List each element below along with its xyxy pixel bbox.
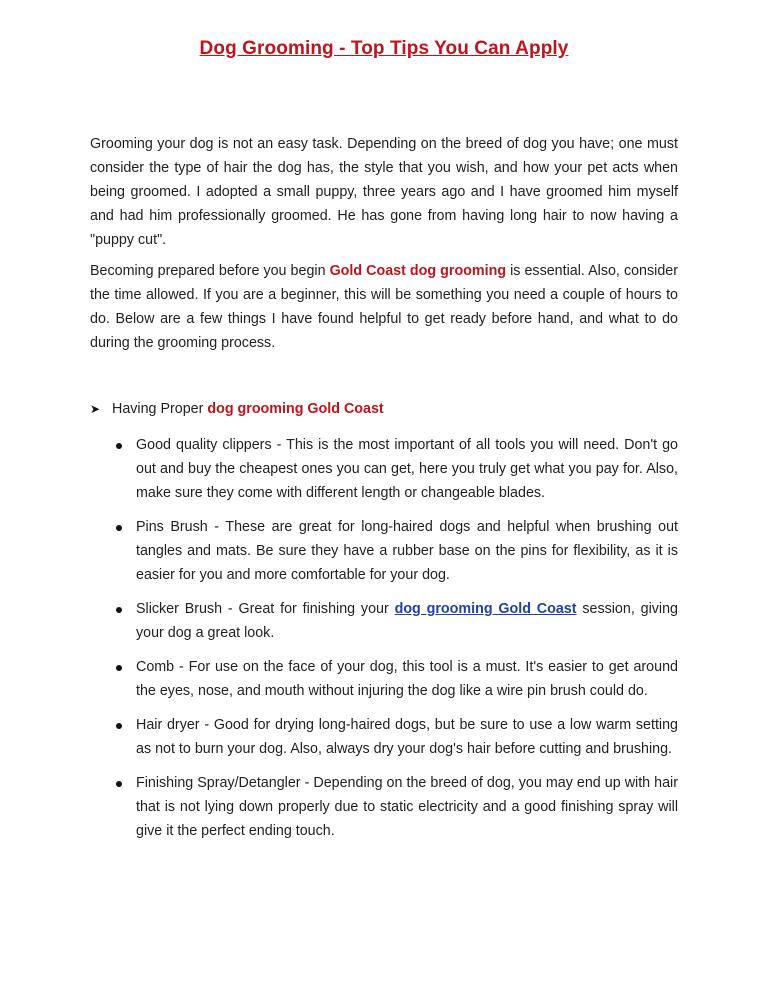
paragraph2-text-before: Becoming prepared before you begin [90, 263, 330, 279]
list-item-text: Comb - For use on the face of your dog, this tool is a must. It's easier to get around the eyes, nose, and mouth without injuring the dog like a wire pin brush could do. [136, 659, 678, 699]
arrow-bullet-icon: ➤ [90, 402, 101, 416]
bullet-icon [116, 781, 122, 787]
bullet-icon [116, 723, 122, 729]
preparation-paragraph [90, 259, 678, 355]
intro-paragraph: Grooming your dog is not an easy task. Depending on the breed of dog you have; one must consider the type of hair the dog has, the style that you wish, and how your pet acts when being groomed. I adopted a small puppy, three years ago and I have groomed him myself and had him professionally groomed. He has gone from having long hair to now having a "puppy cut". [90, 136, 678, 248]
list-item-comb [112, 655, 678, 703]
list-item-text-before: Slicker Brush - Great for finishing your [136, 601, 395, 617]
list-item-text: Pins Brush - These are great for long-haired dogs and helpful when brushing out tangles and mats. Be sure they have a rubber base on the pins for flexibility, as it is easier for you and more comfortable for your dog. [136, 519, 678, 583]
list-item-pins-brush [112, 515, 678, 587]
bullet-icon [116, 665, 122, 671]
list-item-text: Hair dryer - Good for drying long-haired dogs, but be sure to use a low warm setting as not to burn your dog. Also, always dry your dog's hair before cutting and brushing. [136, 717, 678, 757]
bullet-icon [116, 607, 122, 613]
bullet-icon [116, 525, 122, 531]
list-item-text-after: session, giving your dog a great look. [136, 601, 678, 641]
list-item-clippers [112, 433, 678, 505]
list-item-hair-dryer [112, 713, 678, 761]
paragraph2-text-after: is essential. Also, consider the time allowed. If you are a beginner, this will be something you need a couple of hours to do. Below are a few things I have found helpful to get ready before hand, and what to do during the grooming process. [90, 263, 678, 351]
bullet-icon [116, 443, 122, 449]
section-heading-prefix: Having Proper [112, 401, 208, 417]
list-item-text: Finishing Spray/Detangler - Depending on the breed of dog, you may end up with hair that is not lying down properly due to static electricity and a good finishing spray will give it the perfect ending touch. [136, 775, 678, 839]
list-item-slicker-brush [112, 597, 678, 645]
tools-list [112, 433, 678, 853]
dog-grooming-gold-coast-link[interactable]: dog grooming Gold Coast [394, 601, 577, 617]
section-heading-link[interactable]: dog grooming Gold Coast [207, 401, 384, 417]
section-heading [90, 397, 680, 421]
gold-coast-dog-grooming-link[interactable]: Gold Coast dog grooming [329, 263, 507, 279]
page-title: Dog Grooming - Top Tips You Can Apply [199, 38, 569, 59]
list-item-text: Good quality clippers - This is the most important of all tools you will need. Don't go out and buy the cheapest ones you can get, here you truly get what you pay for. Also, make sure they come with different length or changeable blades. [136, 437, 678, 501]
list-item-finishing-spray [112, 771, 678, 843]
